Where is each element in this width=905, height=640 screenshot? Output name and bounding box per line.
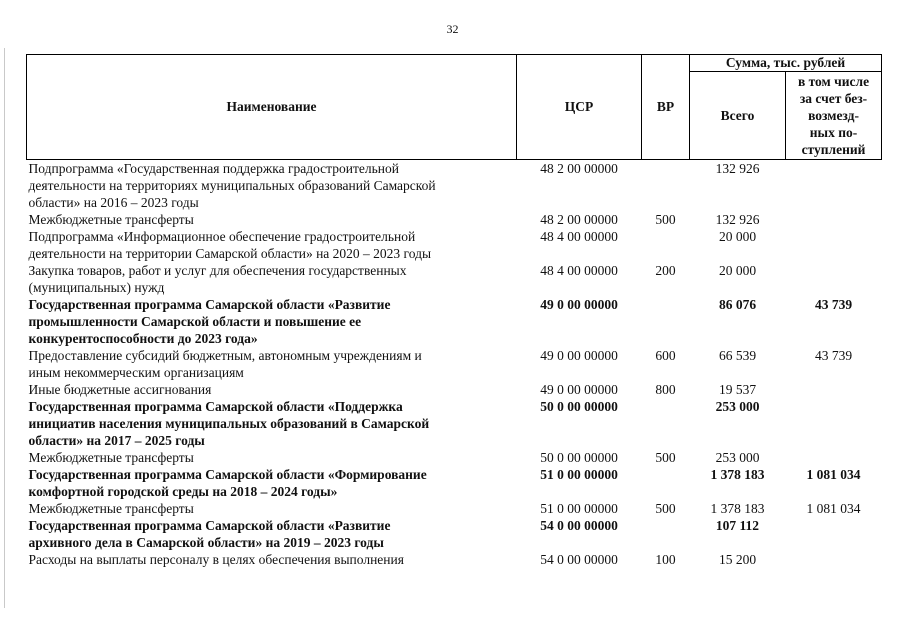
row-name-line: (муниципальных) нужд bbox=[28, 280, 165, 295]
row-total: 86 076 bbox=[718, 297, 757, 312]
row-vr: 100 bbox=[655, 552, 676, 567]
row-name bbox=[27, 262, 517, 296]
header-vr: ВР bbox=[642, 55, 690, 160]
row-total: 15 200 bbox=[718, 552, 757, 567]
row-name-line: Иные бюджетные ассигнования bbox=[28, 382, 212, 397]
row-name bbox=[27, 398, 517, 449]
row-name-line: области» на 2016 – 2023 годы bbox=[28, 195, 199, 210]
row-csr: 48 4 00 00000 bbox=[540, 229, 618, 244]
row-name-line: инициатив населения муниципальных образований в Самарской bbox=[28, 416, 430, 431]
header-including-line: в том числе bbox=[797, 74, 870, 89]
row-free-receipts bbox=[786, 160, 882, 212]
row-csr: 51 0 00 00000 bbox=[540, 501, 618, 516]
row-total: 132 926 bbox=[715, 161, 760, 176]
row-name bbox=[27, 296, 517, 347]
row-total: 107 112 bbox=[715, 518, 760, 533]
row-name-line: комфортной городской среды на 2018 – 2024 годы» bbox=[28, 484, 338, 499]
table-row bbox=[27, 398, 882, 449]
table-header bbox=[27, 55, 882, 160]
row-vr bbox=[642, 517, 690, 551]
row-csr: 48 4 00 00000 bbox=[540, 263, 618, 278]
row-csr: 48 2 00 00000 bbox=[540, 161, 618, 176]
row-total: 20 000 bbox=[718, 263, 757, 278]
row-free-receipts bbox=[786, 228, 882, 262]
row-vr bbox=[642, 228, 690, 262]
row-name bbox=[27, 449, 517, 466]
page-number: 32 bbox=[446, 22, 459, 36]
row-name-line: Государственная программа Самарской области «Развитие bbox=[28, 297, 391, 312]
header-including-line: ных по- bbox=[809, 125, 858, 140]
row-name bbox=[27, 211, 517, 228]
row-name-line: архивного дела в Самарской области» на 2019 – 2023 годы bbox=[28, 535, 384, 550]
row-free-receipts: 43 739 bbox=[814, 297, 853, 312]
row-total: 19 537 bbox=[718, 382, 757, 397]
row-vr: 500 bbox=[655, 450, 676, 465]
row-free-receipts bbox=[786, 449, 882, 466]
row-vr: 500 bbox=[655, 212, 676, 227]
row-name-line: иным некоммерческим организациям bbox=[28, 365, 244, 380]
row-csr: 51 0 00 00000 bbox=[540, 467, 618, 482]
row-name-line: Государственная программа Самарской области «Поддержка bbox=[28, 399, 403, 414]
row-vr bbox=[642, 398, 690, 449]
row-total: 1 378 183 bbox=[710, 501, 765, 516]
header-including-line: ступлений bbox=[801, 142, 866, 157]
header-including-line: возмезд- bbox=[808, 108, 859, 123]
header-sum-group: Сумма, тыс. рублей bbox=[690, 55, 882, 72]
row-vr: 800 bbox=[655, 382, 676, 397]
row-free-receipts: 43 739 bbox=[814, 348, 853, 363]
table-row bbox=[27, 347, 882, 381]
row-name-line: деятельности на территориях муниципальных образований Самарской bbox=[28, 178, 436, 193]
row-name-line: Государственная программа Самарской области «Развитие bbox=[28, 518, 391, 533]
row-csr: 54 0 00 00000 bbox=[540, 552, 618, 567]
row-name bbox=[27, 466, 517, 500]
table-row bbox=[27, 551, 882, 568]
row-name bbox=[27, 347, 517, 381]
header-csr: ЦСР bbox=[517, 55, 642, 160]
row-name bbox=[27, 551, 517, 568]
row-name-line: Подпрограмма «Информационное обеспечение градостроительной bbox=[28, 229, 416, 244]
table-row bbox=[27, 211, 882, 228]
table-body bbox=[27, 160, 882, 569]
row-name-line: Межбюджетные трансферты bbox=[28, 501, 194, 516]
row-name-line: Предоставление субсидий бюджетным, автономным учреждениям и bbox=[28, 348, 422, 363]
row-name bbox=[27, 381, 517, 398]
row-vr bbox=[642, 296, 690, 347]
row-name-line: промышленности Самарской области и повышение ее bbox=[28, 314, 362, 329]
row-total: 66 539 bbox=[718, 348, 757, 363]
row-total: 1 378 183 bbox=[710, 467, 765, 482]
header-total: Всего bbox=[690, 72, 786, 160]
row-free-receipts bbox=[786, 262, 882, 296]
row-name-line: конкурентоспособности до 2023 года» bbox=[28, 331, 258, 346]
row-csr: 48 2 00 00000 bbox=[540, 212, 618, 227]
row-name bbox=[27, 517, 517, 551]
row-total: 253 000 bbox=[715, 450, 760, 465]
table-row bbox=[27, 449, 882, 466]
table-row bbox=[27, 466, 882, 500]
row-csr: 49 0 00 00000 bbox=[540, 382, 618, 397]
row-name-line: Расходы на выплаты персоналу в целях обеспечения выполнения bbox=[28, 552, 404, 567]
row-total: 253 000 bbox=[715, 399, 760, 414]
table-row bbox=[27, 160, 882, 212]
row-vr: 600 bbox=[655, 348, 676, 363]
row-csr: 50 0 00 00000 bbox=[540, 450, 618, 465]
header-including-line: за счет без- bbox=[799, 91, 868, 106]
row-name-line: Межбюджетные трансферты bbox=[28, 212, 194, 227]
row-vr: 500 bbox=[655, 501, 676, 516]
row-vr bbox=[642, 160, 690, 212]
row-free-receipts bbox=[786, 381, 882, 398]
table-row bbox=[27, 517, 882, 551]
table-row bbox=[27, 296, 882, 347]
row-free-receipts bbox=[786, 211, 882, 228]
row-free-receipts bbox=[786, 517, 882, 551]
row-free-receipts: 1 081 034 bbox=[806, 467, 861, 482]
row-name bbox=[27, 500, 517, 517]
header-name: Наименование bbox=[27, 55, 517, 160]
row-csr: 54 0 00 00000 bbox=[540, 518, 618, 533]
row-csr: 50 0 00 00000 bbox=[540, 399, 618, 414]
row-total: 132 926 bbox=[715, 212, 760, 227]
table-row bbox=[27, 381, 882, 398]
row-name-line: Государственная программа Самарской области «Формирование bbox=[28, 467, 427, 482]
table-row bbox=[27, 228, 882, 262]
row-name-line: Межбюджетные трансферты bbox=[28, 450, 194, 465]
row-csr: 49 0 00 00000 bbox=[540, 297, 618, 312]
budget-table bbox=[26, 54, 882, 568]
row-total: 20 000 bbox=[718, 229, 757, 244]
row-free-receipts bbox=[786, 398, 882, 449]
row-free-receipts: 1 081 034 bbox=[806, 501, 861, 516]
scan-margin-line bbox=[4, 48, 5, 608]
row-name-line: деятельности на территории Самарской области» на 2020 – 2023 годы bbox=[28, 246, 432, 261]
row-csr: 49 0 00 00000 bbox=[540, 348, 618, 363]
row-name bbox=[27, 160, 517, 212]
row-name bbox=[27, 228, 517, 262]
row-free-receipts bbox=[786, 551, 882, 568]
row-vr: 200 bbox=[655, 263, 676, 278]
row-name-line: области» на 2017 – 2025 годы bbox=[28, 433, 205, 448]
row-name-line: Закупка товаров, работ и услуг для обеспечения государственных bbox=[28, 263, 407, 278]
table-row bbox=[27, 262, 882, 296]
table-row bbox=[27, 500, 882, 517]
row-vr bbox=[642, 466, 690, 500]
header-including bbox=[786, 72, 882, 160]
row-name-line: Подпрограмма «Государственная поддержка градостроительной bbox=[28, 161, 399, 176]
